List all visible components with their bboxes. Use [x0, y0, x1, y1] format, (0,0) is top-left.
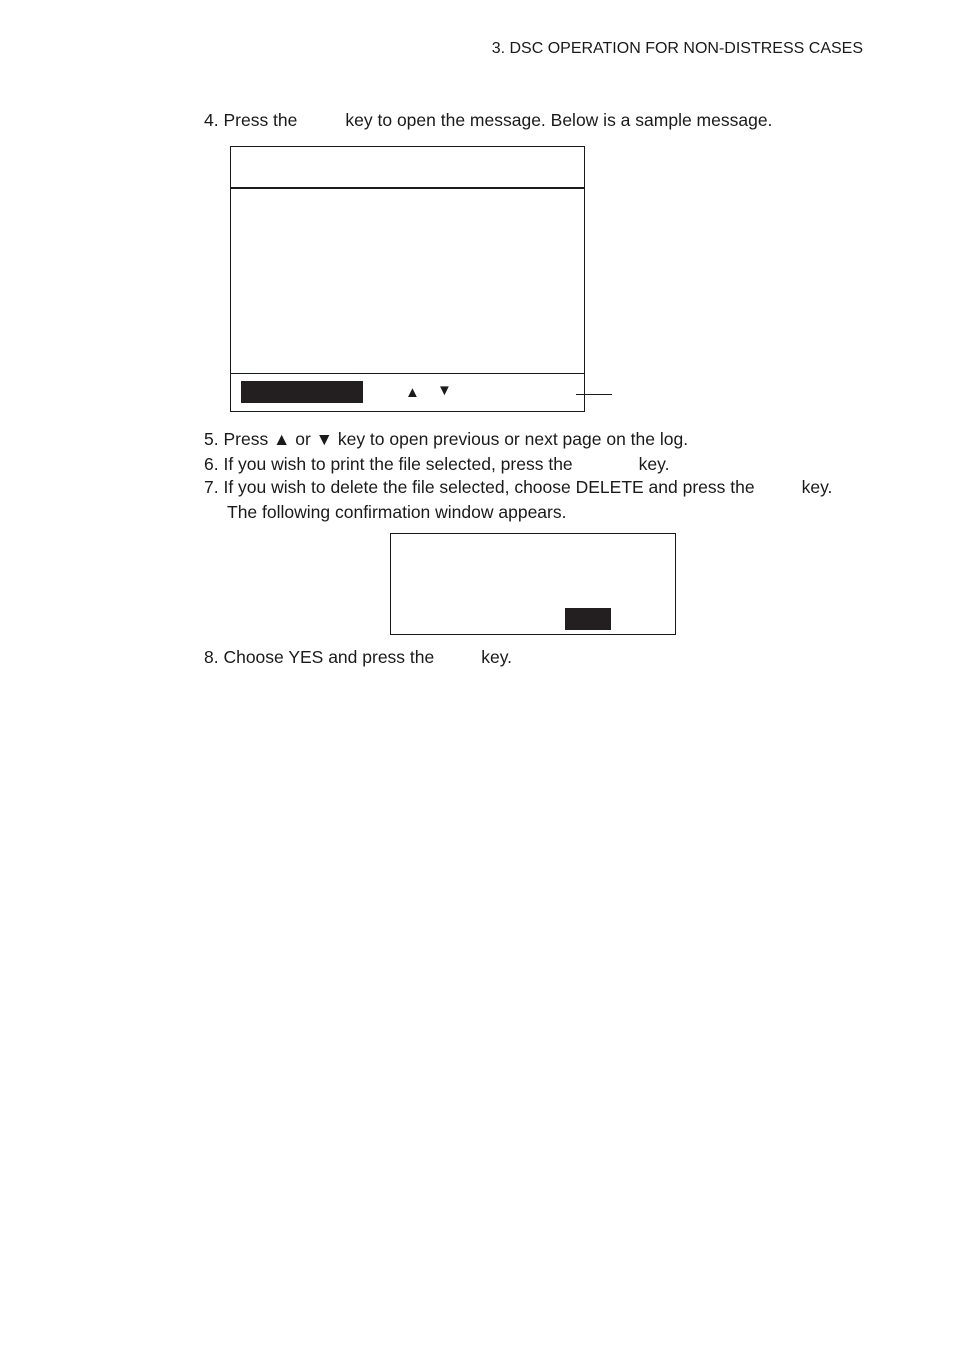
step-4 [204, 110, 772, 131]
up-arrow-icon: ▲ [405, 384, 420, 401]
step-6 [204, 454, 669, 475]
step-8-after: key. [481, 647, 513, 667]
callout-leader-line [576, 394, 612, 395]
sample-message-screen [230, 146, 585, 412]
step-7-before: 7. If you wish to delete the file selected, choose DELETE and press the [204, 477, 755, 497]
highlighted-menu-item [241, 381, 363, 403]
step-7 [204, 477, 832, 498]
step-5: 5. Press ▲ or ▼ key to open previous or next page on the log. [204, 429, 689, 449]
step-6-before: 6. If you wish to print the file selected, press the [204, 454, 573, 474]
step-8 [204, 647, 512, 668]
confirmation-window [390, 533, 676, 635]
step-8-before: 8. Choose YES and press the [204, 647, 435, 667]
step-7-after: key. [801, 477, 833, 497]
step-4-after: key to open the message. Below is a sample message. [345, 110, 773, 130]
highlighted-yes-option [565, 608, 611, 630]
screen-title-divider [231, 187, 584, 189]
step-4-before: 4. Press the [204, 110, 298, 130]
down-arrow-icon: ▼ [437, 382, 452, 399]
page-header: 3. DSC OPERATION FOR NON-DISTRESS CASES [491, 40, 863, 57]
step-6-after: key. [638, 454, 670, 474]
step-7-line2: The following confirmation window appears. [227, 502, 567, 522]
screen-footer-divider [231, 373, 584, 374]
